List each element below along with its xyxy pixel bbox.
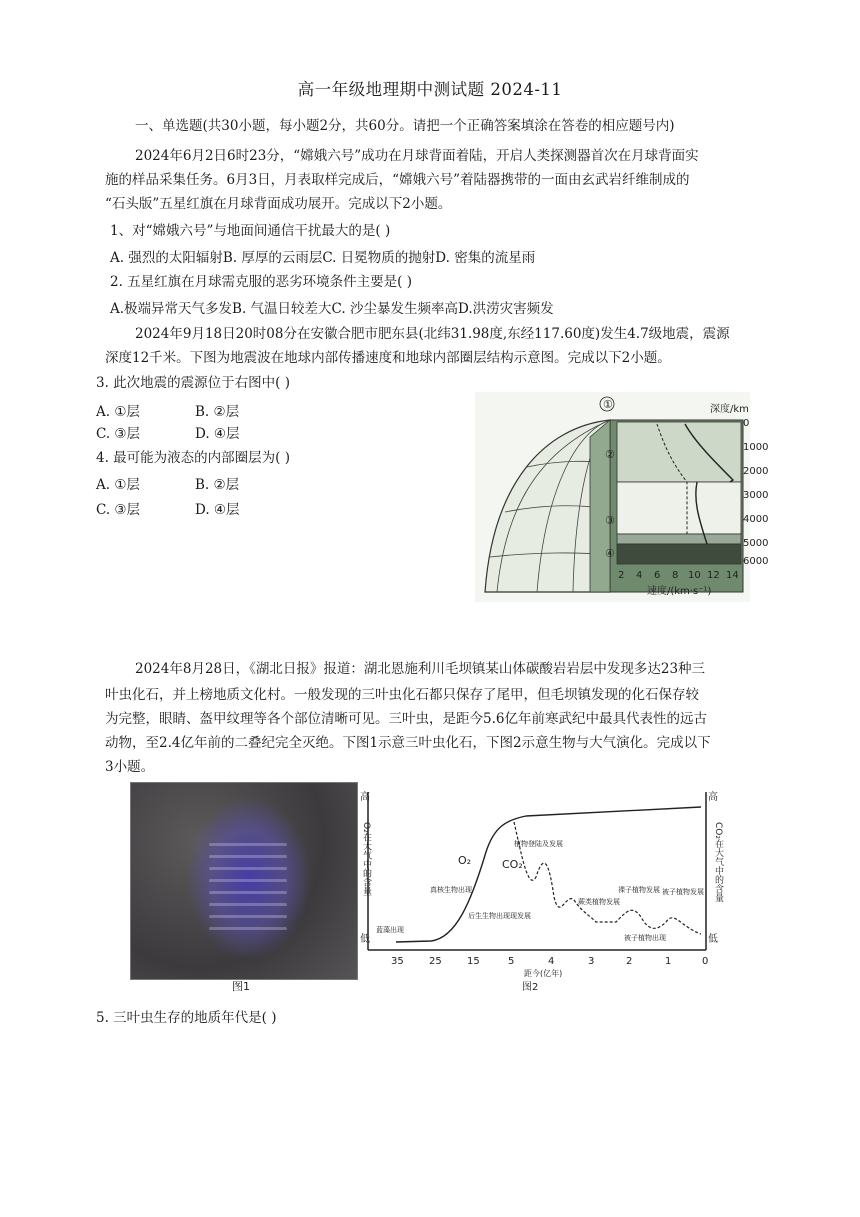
question-4-option-b: B. ②层 (195, 477, 240, 493)
passage1-line2: 施的样品采集任务。6月3日，月表取样完成后，“嫦娥六号”着陆器携带的一面由玄武岩纤维制成的 (105, 172, 690, 188)
annotation-fern: 蕨类植物发展 (578, 898, 620, 906)
x-tick: 4 (548, 956, 555, 967)
annotation-animals: 后生生物出现现发展 (468, 912, 531, 920)
right-axis-label: CO₂在大气中的含量 (713, 822, 723, 902)
question-4: 4. 最可能为液态的内部圈层为( ) (96, 450, 290, 466)
speed-tick: 4 (636, 570, 643, 581)
annotation-angio-appear: 被子植物出现 (624, 934, 666, 942)
depth-tick: 4000 (743, 514, 769, 525)
layer-mark-2: ② (605, 448, 615, 461)
speed-axis-label: 速度/(km·s⁻¹) (647, 586, 712, 597)
x-tick: 1 (665, 956, 672, 967)
question-1-options: A. 强烈的太阳辐射B. 厚厚的云雨层C. 日冕物质的抛射D. 密集的流星雨 (110, 250, 536, 266)
speed-tick: 8 (672, 570, 679, 581)
x-tick: 35 (391, 956, 404, 967)
depth-tick: 5000 (743, 538, 769, 549)
x-tick: 25 (429, 956, 442, 967)
x-axis-label: 距今(亿年) (524, 969, 563, 978)
figure-1-caption: 图1 (232, 980, 250, 993)
right-axis-high: 高 (708, 792, 718, 803)
annotation-gymno: 裸子植物发展 (618, 886, 660, 894)
question-4-option-d: D. ④层 (195, 502, 240, 518)
depth-tick: 0 (743, 418, 750, 429)
passage3-line2: 叶虫化石，并上榜地质文化村。一般发现的三叶虫化石都只保存了尾甲，但毛坝镇发现的化石保存较 (105, 687, 699, 703)
annotation-eukaryote: 真核生物出现 (430, 886, 472, 894)
question-3-option-b: B. ②层 (195, 404, 240, 420)
question-3: 3. 此次地震的震源位于右图中( ) (96, 375, 290, 391)
question-4-option-c: C. ③层 (96, 502, 141, 518)
passage3-line1: 2024年8月28日，《湖北日报》报道：湖北恩施利川毛坝镇某山体碳酸岩岩层中发现多达23种三 (135, 661, 706, 677)
x-tick: 5 (508, 956, 515, 967)
annotation-angio: 被子植物发展 (662, 888, 704, 896)
speed-tick: 12 (707, 570, 720, 581)
passage3-line3: 为完整，眼睛、盔甲纹理等各个部位清晰可见。三叶虫，是距今5.6亿年前寒武纪中最具代表性的远古 (105, 711, 707, 727)
left-axis-low: 低 (360, 934, 370, 945)
earth-interior-diagram (475, 392, 769, 602)
question-3-option-d: D. ④层 (195, 426, 240, 442)
figure-2-caption: 图2 (522, 982, 539, 993)
evolution-chart (356, 782, 728, 994)
depth-axis-label: 深度/km (710, 404, 749, 415)
x-tick: 15 (467, 956, 480, 967)
passage3-line5: 3小题。 (105, 759, 155, 775)
passage1-line1: 2024年6月2日6时23分，“嫦娥六号”成功在月球背面着陆，开启人类探测器首次在月球背面实 (135, 148, 699, 164)
passage2-line2: 深度12千米。下图为地震波在地球内部传播速度和地球内部圈层结构示意图。完成以下2小题。 (105, 350, 671, 366)
layer-mark-1: ① (603, 398, 613, 411)
question-3-option-a: A. ①层 (96, 404, 140, 420)
section-heading: 一、单选题(共30小题，每小题2分，共60分。请把一个正确答案填涂在答卷的相应题号内) (135, 118, 675, 134)
x-tick: 2 (626, 956, 633, 967)
passage3-line4: 动物，至2.4亿年前的二叠纪完全灭绝。下图1示意三叶虫化石，下图2示意生物与大气演化。完成以下 (105, 735, 711, 751)
speed-tick: 2 (618, 570, 625, 581)
x-tick: 3 (588, 956, 595, 967)
passage1-line3: “石头版”五星红旗在月球背面成功展开。完成以下2小题。 (105, 196, 452, 212)
question-5: 5. 三叶虫生存的地质年代是( ) (96, 1010, 277, 1026)
annotation-land-plants: 植物登陆及发展 (514, 840, 563, 848)
depth-tick: 6000 (743, 556, 769, 567)
question-1: 1、对“嫦娥六号”与地面间通信干扰最大的是( ) (110, 223, 391, 239)
left-axis-label: O₂在大气中的含量 (361, 822, 371, 896)
speed-tick: 6 (654, 570, 661, 581)
page-title: 高一年级地理期中测试题 2024-11 (297, 80, 563, 99)
speed-tick: 14 (726, 570, 739, 581)
right-axis-low: 低 (708, 934, 718, 945)
trilobite-fossil-photo (130, 782, 358, 980)
left-axis-high: 高 (360, 792, 370, 803)
question-3-option-c: C. ③层 (96, 426, 141, 442)
annotation-algae: 蓝藻出现 (376, 926, 404, 934)
question-2-options: A.极端异常天气多发B. 气温日较差大C. 沙尘暴发生频率高D.洪涝灾害频发 (110, 301, 554, 317)
layer-mark-4: ④ (605, 547, 615, 560)
question-4-option-a: A. ①层 (96, 477, 140, 493)
co2-label: CO₂ (502, 858, 523, 871)
layer-mark-3: ③ (605, 514, 615, 527)
depth-tick: 1000 (743, 442, 769, 453)
speed-tick: 10 (688, 570, 701, 581)
question-2: 2. 五星红旗在月球需克服的恶劣环境条件主要是( ) (110, 274, 412, 290)
passage2-line1: 2024年9月18日20时08分在安徽合肥市肥东县(北纬31.98度,东经117.60度)发生4.7级地震，震源 (135, 326, 730, 342)
x-tick: 0 (702, 956, 709, 967)
depth-tick: 2000 (743, 466, 769, 477)
o2-label: O₂ (458, 854, 472, 867)
depth-tick: 3000 (743, 490, 769, 501)
